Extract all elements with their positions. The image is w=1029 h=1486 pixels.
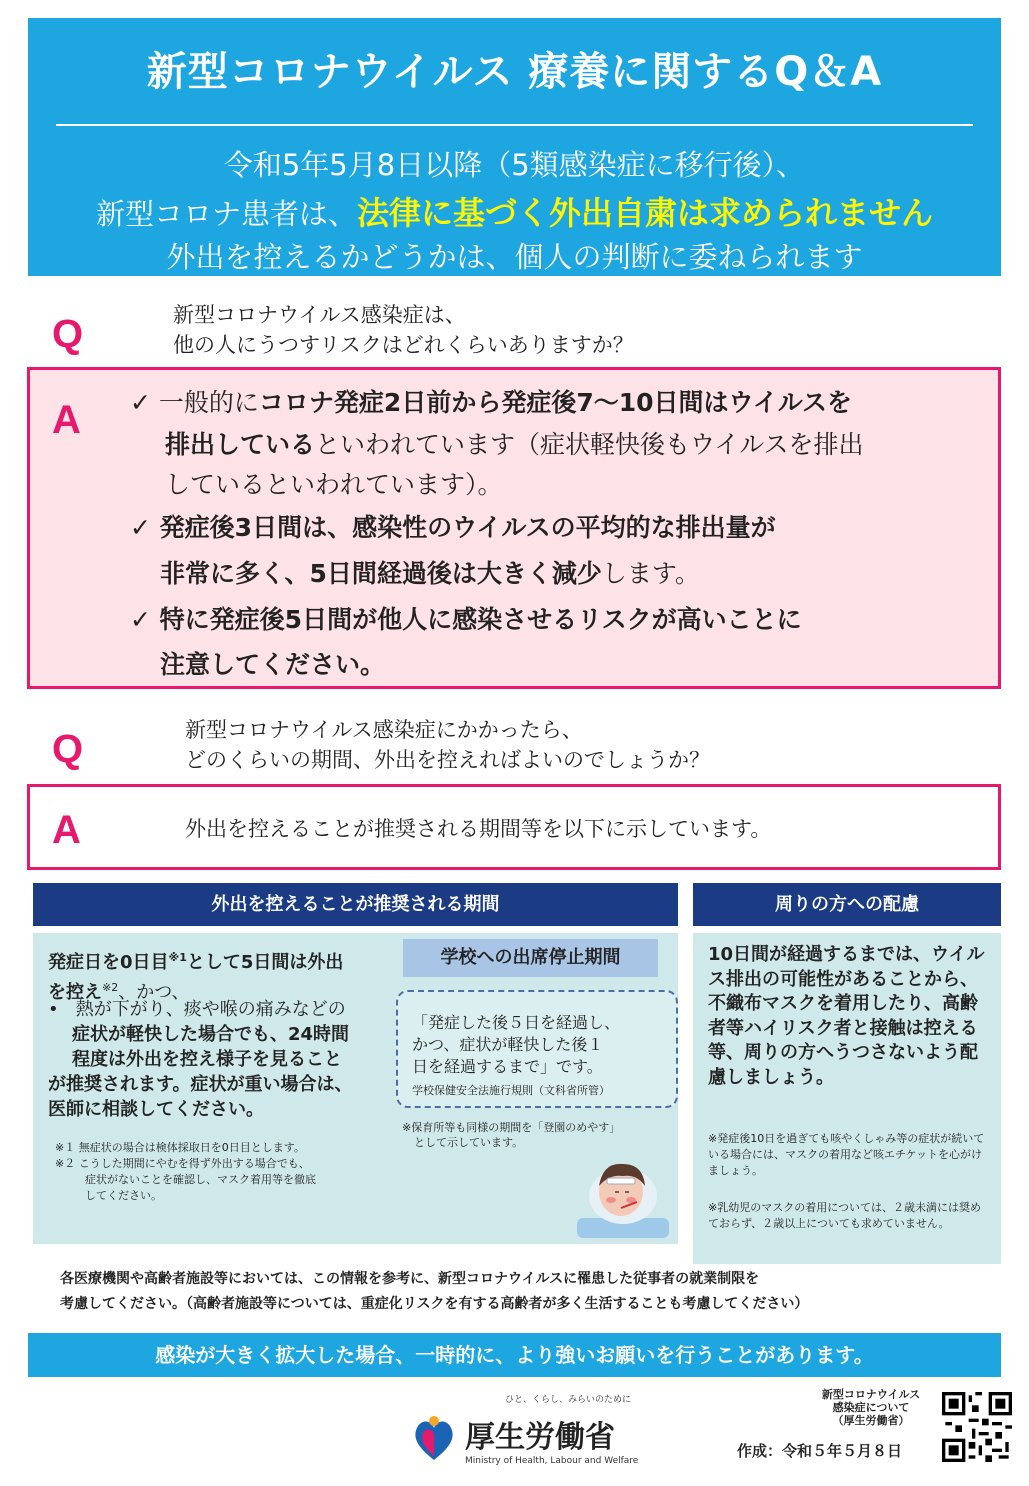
a1-mark: A (52, 398, 81, 442)
right-panel-title: 周りの方への配慮 (693, 883, 1001, 926)
qr-caption: 新型コロナウイルス 感染症について （厚生労働省） (821, 1388, 921, 1427)
school-source: 学校保健安全法施行規則（文科省所管） (412, 1084, 610, 1097)
school-text-2: かつ、症状が軽快した後１ (412, 1035, 604, 1054)
a1-item-1-line-1: ✓ 一般的にコロナ発症2日前から発症後7～10日間はウイルスを (130, 388, 853, 417)
logo-tagline: ひと、くらし、みらいのために (505, 1395, 632, 1405)
logo-name: 厚生労働省 (465, 1420, 615, 1455)
school-text-1: 「発症した後５日を経過し、 (412, 1013, 621, 1032)
footer-banner: 感染が大きく拡大した場合、一時的に、より強いお願いを行うことがあります。 (28, 1333, 1001, 1377)
logo-english-name: Ministry of Health, Labour and Welfare (465, 1456, 639, 1466)
a1-item-2-line-2: 非常に多く、5日間経過後は大きく減少します。 (160, 559, 700, 588)
nursery-note: ※保育所等も同様の期間を「登園のめやす」 として示しています。 (402, 1121, 621, 1149)
q2-question (185, 715, 710, 775)
school-title: 学校への出席停止期間 (403, 939, 658, 977)
a2-answer: 外出を控えることが推奨される期間等を以下に示しています。 (185, 817, 772, 841)
header-divider (56, 124, 973, 126)
sick-person-illustration (573, 1148, 673, 1238)
right-panel-text: 10日間が経過するまでは、ウイルス排出の可能性があることから、不織布マスクを着用したり、高齢者等ハイリスク者と接触は控える等、周りの方へうつさないよう配慮しましょう。 (708, 944, 985, 1088)
right-panel-note-2: ※乳幼児のマスクの着用については、２歳未満には奨めておらず、２歳以上についても求めていません。 (708, 1201, 981, 1230)
qr-code-icon[interactable] (942, 1392, 1012, 1462)
header-line-3: 外出を控えるかどうかは、個人の判断に委ねられます (166, 240, 863, 274)
header-highlight: 法律に基づく外出自粛は求められません (357, 194, 934, 232)
check-icon: ✓ (130, 605, 151, 634)
left-panel-intro: 発症日を0日目$^{※1}$として5日間は外出 を控え$^{※2}$、かつ、 (48, 951, 344, 1003)
q1-mark: Q (52, 312, 84, 356)
header-line-2 (28, 188, 1001, 234)
q2-mark: Q (52, 727, 84, 771)
left-panel-note-1: ※１ 無症状の場合は検体採取日を0日目とします。 (55, 1141, 305, 1154)
q1-question-line-2: 他の人にうつすリスクはどれくらいありますか？ (173, 333, 634, 357)
q1-question-line-1: 新型コロナウイルス感染症は、 (173, 303, 466, 327)
check-icon: ✓ (130, 388, 151, 417)
a1-item-1-line-2: 排出しているといわれています（症状軽快後もウイルスを排出 (165, 430, 864, 459)
header-line-2-prefix: 新型コロナ患者は、 (95, 197, 357, 231)
school-text-3: 日を経過するまで」です。 (412, 1057, 603, 1076)
cheek-shape (606, 1197, 616, 1203)
left-panel-note-2: ※２ こうした期間にやむを得ず外出する場合でも、 症状がないことを確認し、マスク着用等を徹底 してください。 (55, 1157, 316, 1202)
bottom-note-line-1: 各医療機関や高齢者施設等においては、この情報を参考に、新型コロナウイルスに罹患した従事者の就業制限を (60, 1271, 760, 1287)
creation-date: 作成：令和５年５月８日 (737, 1442, 903, 1460)
a1-item-1-line-3: しているといわれています）。 (165, 470, 503, 499)
towel-shape (607, 1178, 635, 1184)
left-panel-body: • 熱が下がり、痰や喉の痛みなどの 症状が軽快した場合でも、24時間 程度は外出を控え様子を見ること が推奨されます。症状が重い場合は、 医師に相談してください。 (48, 999, 353, 1120)
bottom-note-line-2: 考慮してください。（高齢者施設等については、重症化リスクを有する高齢者が多く生活することも考慮してください） (60, 1296, 809, 1312)
a1-item-3-line-1: ✓ 特に発症後5日間が他人に感染させるリスクが高いことに (130, 605, 802, 634)
ministry-logo-icon (408, 1412, 460, 1464)
header-banner (28, 18, 1001, 276)
logo-sun-shape (429, 1416, 439, 1426)
q2-question-line-1: 新型コロナウイルス感染症にかかったら、 (185, 718, 583, 742)
check-icon: ✓ (130, 513, 151, 542)
page-title: 新型コロナウイルス 療養に関するQ＆A (146, 49, 883, 95)
q1-question (173, 300, 634, 360)
left-panel-title: 外出を控えることが推奨される期間 (33, 883, 678, 926)
a1-item-2-line-1: ✓ 発症後3日間は、感染性のウイルスの平均的な排出量が (130, 513, 776, 542)
bullet-icon: • (48, 999, 59, 1020)
a1-item-3-line-2: 注意してください。 (160, 650, 386, 679)
q2-question-line-2: どのくらいの期間、外出を控えればよいのでしょうか？ (185, 748, 710, 772)
right-panel-note-1: ※発症後10日を過ぎても咳やくしゃみ等の症状が続いている場合には、マスクの着用など咳エチケットを心がけましょう。 (708, 1132, 985, 1177)
a2-mark: A (52, 808, 81, 852)
header-line-1: 令和5年5月8日以降（5類感染症に移行後）、 (223, 148, 806, 182)
